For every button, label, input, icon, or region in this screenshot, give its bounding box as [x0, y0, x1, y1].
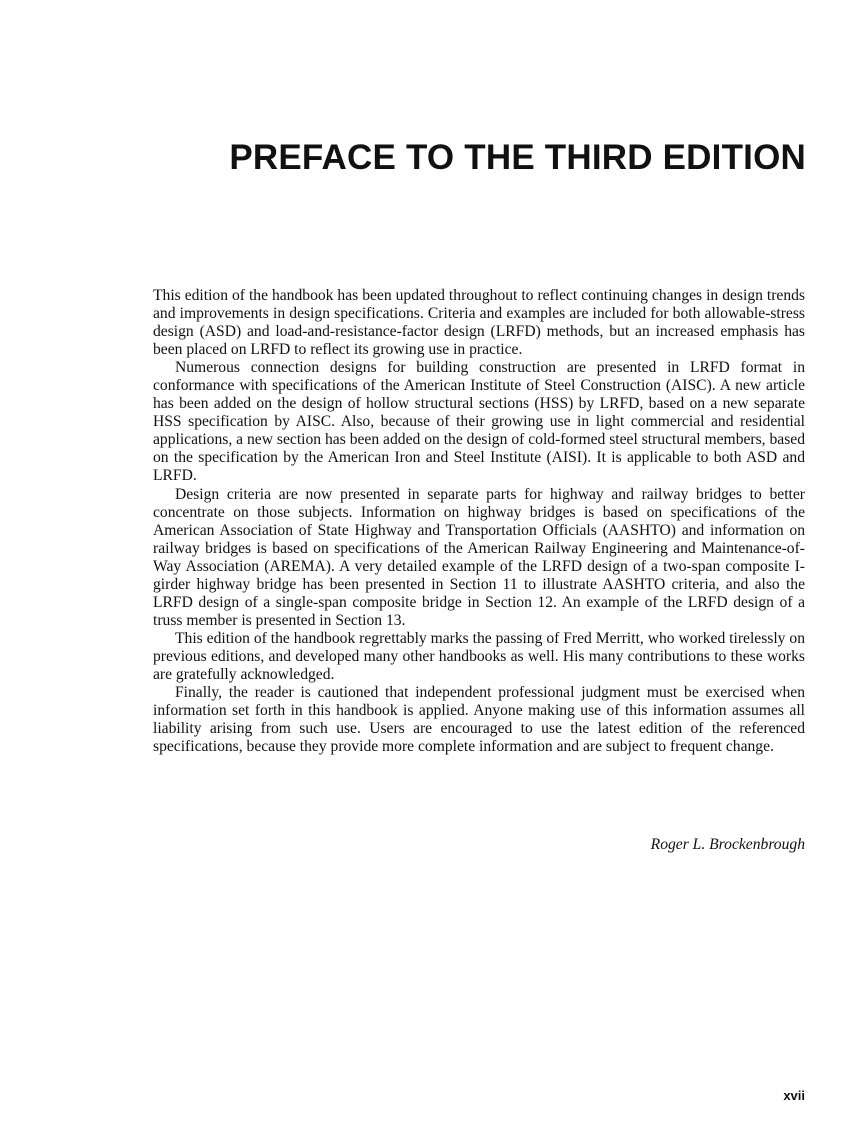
preface-body: [153, 287, 805, 756]
paragraph-bridge-design: Design criteria are now presented in separate parts for highway and railway bridges to better concentrate on those subjects. Information on highway bridges is based on specifications of the American Association of State Highway and Transportation Officials (AASHTO) and information on railway bridges is based on specifications of the American Railway Engineering and Maintenance-of-Way Association (AREMA). A very detailed example of the LRFD design of a two-span composite I-girder highway bridge has been presented in Section 11 to illustrate AASHTO criteria, and also the LRFD design of a single-span composite bridge in Section 12. An example of the LRFD design of a truss member is presented in Section 13.: [153, 485, 805, 629]
paragraph-caution: Finally, the reader is cautioned that independent professional judgment must be exercised when information set forth in this handbook is applied. Anyone making use of this information assumes all liability arising from such use. Users are encouraged to use the latest edition of the referenced specifications, because they provide more complete information and are subject to frequent change.: [153, 684, 805, 756]
page-title: PREFACE TO THE THIRD EDITION: [229, 138, 806, 177]
author-signature: Roger L. Brockenbrough: [650, 836, 805, 853]
paragraph-acknowledgment: This edition of the handbook regrettably marks the passing of Fred Merritt, who worked tirelessly on previous editions, and developed many other handbooks as well. His many contributions to these works are gratefully acknowledged.: [153, 629, 805, 683]
paragraph-intro: This edition of the handbook has been updated throughout to reflect continuing changes in design trends and improvements in design specifications. Criteria and examples are included for both allowable-stress design (ASD) and load-and-resistance-factor design (LRFD) methods, but an increased emphasis has been placed on LRFD to reflect its growing use in practice.: [153, 287, 805, 359]
paragraph-connection-designs: Numerous connection designs for building construction are presented in LRFD format in conformance with specifications of the American Institute of Steel Construction (AISC). A new article has been added on the design of hollow structural sections (HSS) by LRFD, based on a new separate HSS specification by AISC. Also, because of their growing use in light commercial and residential applications, a new section has been added on the design of cold-formed steel structural members, based on the specification by the American Iron and Steel Institute (AISI). It is applicable to both ASD and LRFD.: [153, 359, 805, 485]
page-number: xvii: [783, 1088, 805, 1103]
